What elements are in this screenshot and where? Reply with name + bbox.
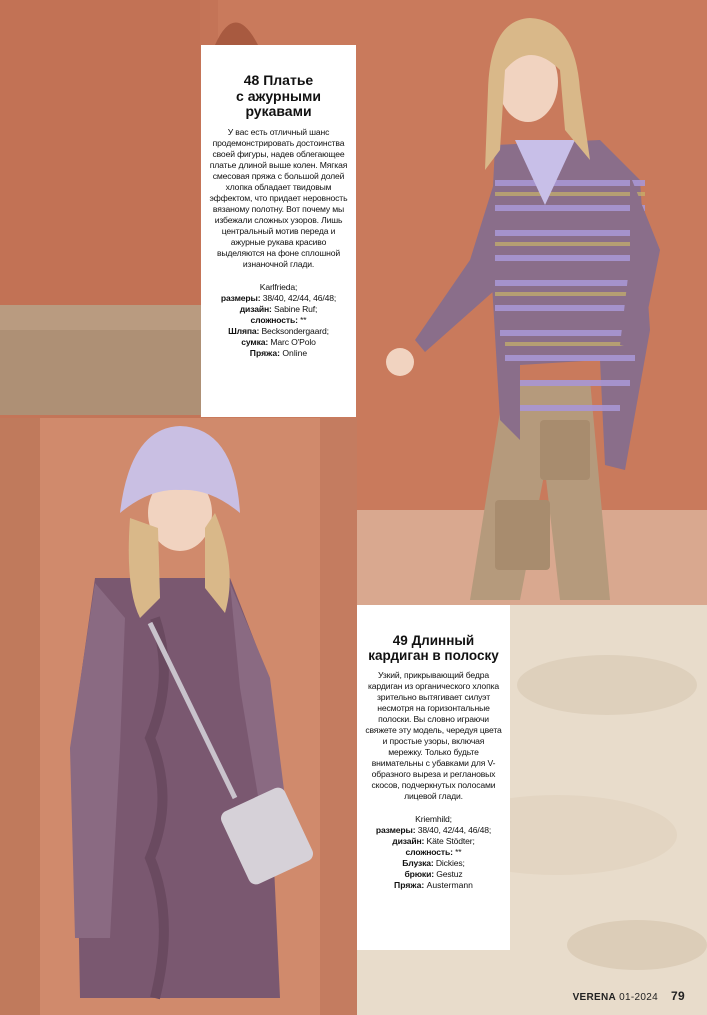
- card-cardigan: [357, 605, 510, 950]
- card2-trousers-value: Gestuz: [436, 869, 463, 880]
- card2-trousers-label: брюки:: [404, 869, 434, 880]
- card1-yarn-value: Online: [282, 348, 308, 359]
- card2-model-name: Kriemhild;: [415, 814, 452, 825]
- card1-design-value: Sabine Ruf;: [273, 304, 318, 315]
- card1-model-name: Karlfrieda;: [259, 282, 298, 293]
- photo-dress: [0, 418, 357, 1015]
- card1-yarn: [209, 348, 348, 359]
- card1-yarn-label: Пряжа:: [249, 348, 280, 359]
- magazine-issue: 01-2024: [619, 992, 658, 1003]
- magazine-brand: VERENA: [572, 992, 617, 1003]
- card1-design-label: дизайн:: [239, 304, 272, 315]
- card2-yarn-value: Austermann: [426, 880, 473, 891]
- card1-difficulty-label: сложность:: [250, 315, 298, 326]
- card2-yarn-label: Пряжа:: [394, 880, 425, 891]
- card2-design-value: Käte Stödter;: [426, 836, 475, 847]
- card2-design-label: дизайн:: [392, 836, 425, 847]
- card1-title-line1: 48 Платье: [243, 72, 314, 88]
- card2-difficulty-label: сложность:: [405, 847, 453, 858]
- card1-body: У вас есть отличный шанс продемонстрировать достоинства своей фигуры, надев облегающее платье длиной выше колен. Мягкая смесовая пряжа с большой долей хлопка обладает твидовым эффектом, что придает неровность вязаному полотну. Вот почему мы избежали сложных узоров. Лишь центральный мотив переда и ажурные рукава красиво выделяются на фоне сплошной изнаночной глади.: [209, 127, 348, 270]
- card2-difficulty-value: **: [455, 847, 462, 858]
- card2-body: Узкий, прикрывающий бедра кардиган из органического хлопка зрительно вытягивает силуэт несмотря на горизонтальные полоски. Вы словно играючи свяжете эту модель, чередуя цвета и простые узоры, включая мережку. Только будьте внимательны с убавками для V-образного выреза и реглановых скосов, подчеркнутых полосами лицевой глади.: [365, 670, 502, 802]
- card1-sizes-value: 38/40, 42/44, 46/48;: [262, 293, 337, 304]
- page-number: 79: [671, 989, 685, 1003]
- card1-bag-label: сумка:: [241, 337, 269, 348]
- card1-specs: [209, 282, 348, 348]
- card1-sizes-label: размеры:: [220, 293, 261, 304]
- card2-title-line2: кардиган в полоску: [368, 648, 499, 664]
- card1-title-line3: рукавами: [245, 103, 312, 120]
- card1-difficulty-value: **: [300, 315, 307, 326]
- card2-title-line1: 49 Длинный: [392, 633, 475, 648]
- card2-yarn: [361, 880, 506, 891]
- card2-sizes-label: размеры:: [375, 825, 416, 836]
- card-dress: [201, 45, 356, 417]
- card2-specs: [361, 814, 506, 880]
- card2-sizes-value: 38/40, 42/44, 46/48;: [417, 825, 492, 836]
- card1-title-line2: с ажурными: [236, 87, 321, 104]
- card2-blouse-value: Dickies;: [435, 858, 465, 869]
- page-footer: [573, 989, 685, 1003]
- card2-blouse-label: Блузка:: [402, 858, 434, 869]
- card1-hat-label: Шляпа:: [228, 326, 260, 337]
- card1-bag-value: Marc O'Polo: [270, 337, 316, 348]
- card1-hat-value: Becksondergaard;: [261, 326, 329, 337]
